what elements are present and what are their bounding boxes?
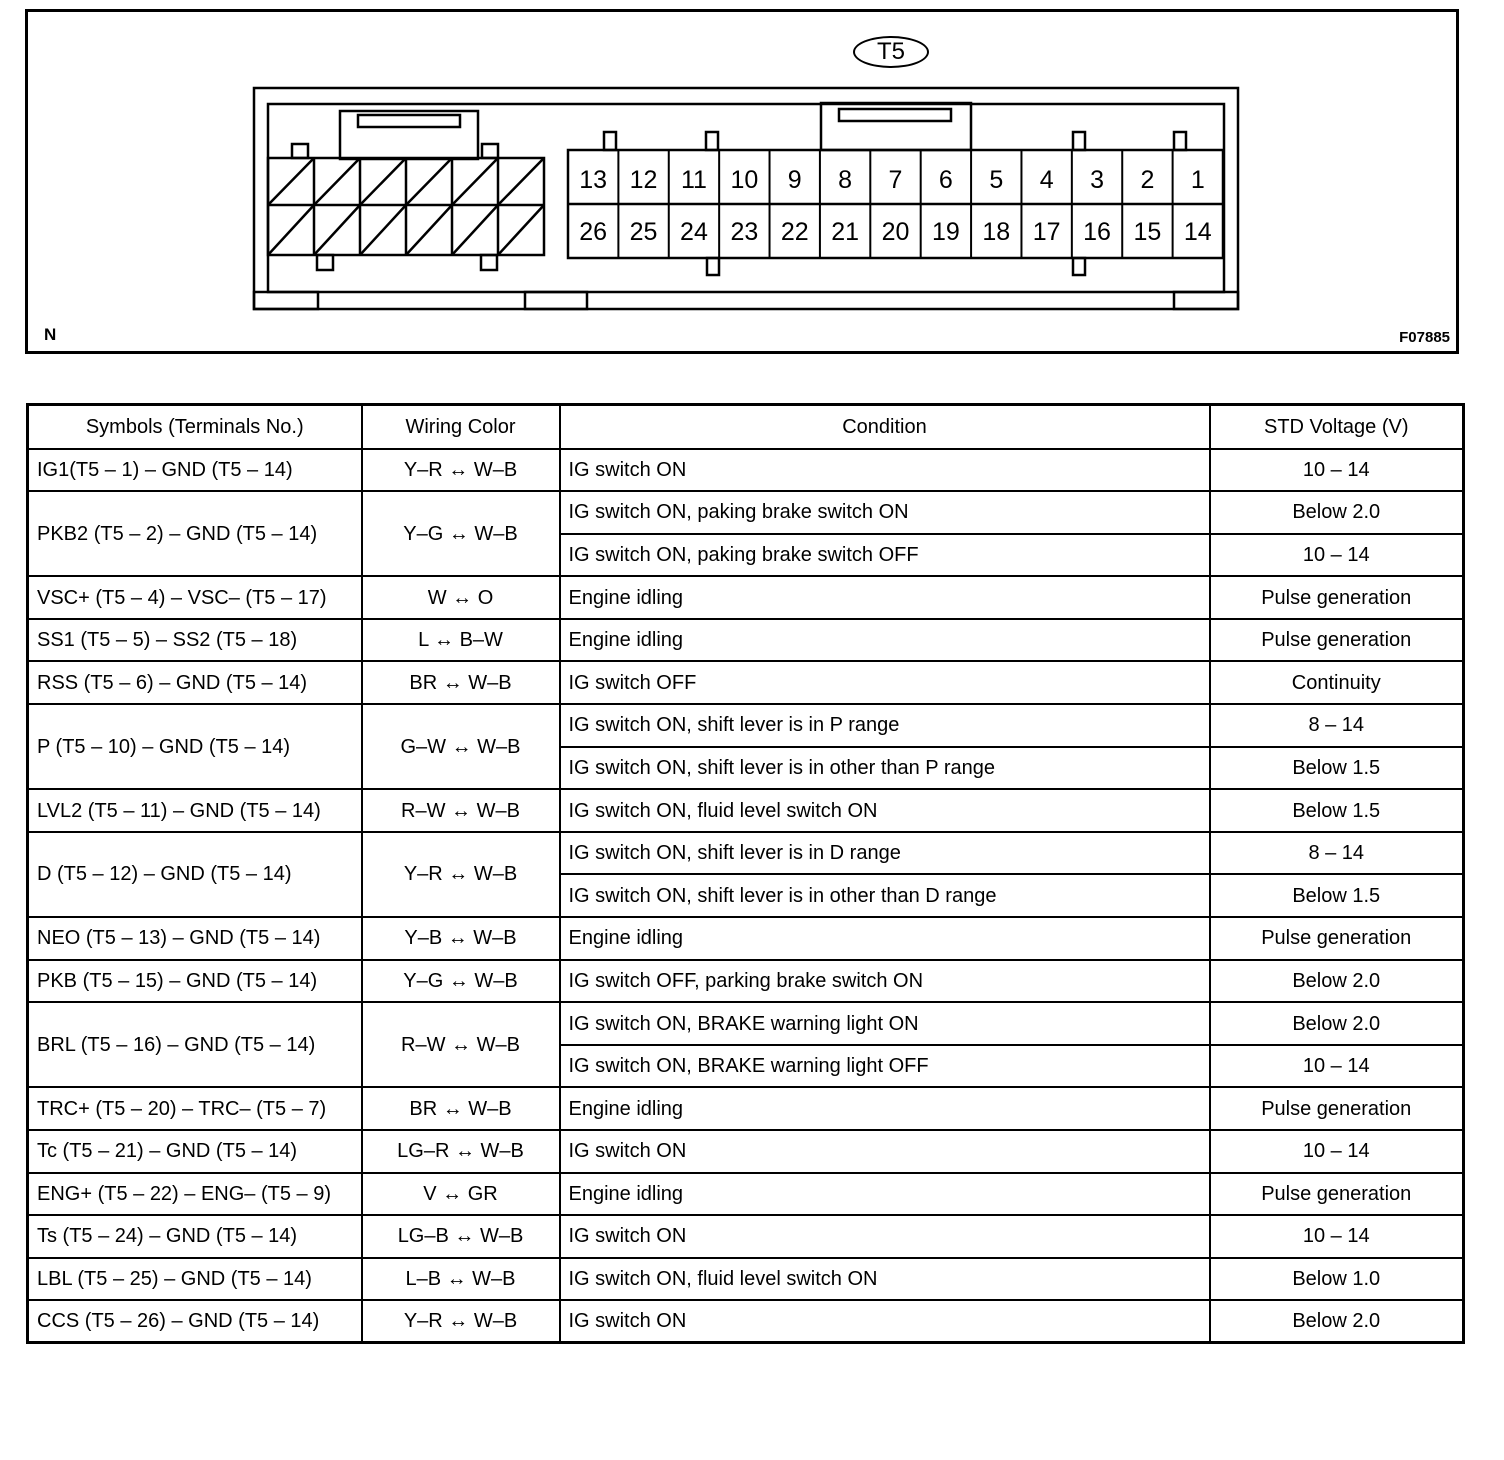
voltage-cell: 8 – 14 bbox=[1210, 832, 1464, 875]
condition-cell: IG switch ON, fluid level switch ON bbox=[560, 789, 1210, 832]
table-row bbox=[28, 576, 1464, 619]
symbol-cell: LVL2 (T5 – 11) – GND (T5 – 14) bbox=[28, 789, 362, 832]
table-row bbox=[28, 619, 1464, 662]
pin-5-label: 5 bbox=[989, 166, 1004, 194]
pin-24-label: 24 bbox=[680, 218, 708, 246]
pin-1-label: 1 bbox=[1190, 166, 1205, 194]
pin-18-label: 18 bbox=[982, 218, 1011, 246]
voltage-cell: Pulse generation bbox=[1210, 917, 1464, 960]
voltage-cell: 10 – 14 bbox=[1210, 534, 1464, 577]
table-row bbox=[28, 960, 1464, 1003]
pin-11-label: 11 bbox=[680, 166, 707, 194]
voltage-cell: Below 1.5 bbox=[1210, 747, 1464, 790]
pin-26-label: 26 bbox=[579, 218, 608, 246]
symbol-cell: IG1(T5 – 1) – GND (T5 – 14) bbox=[28, 449, 362, 492]
wiring-cell: V ↔ GR bbox=[362, 1173, 560, 1216]
condition-cell: IG switch OFF, parking brake switch ON bbox=[560, 960, 1210, 1003]
pin-17-label: 17 bbox=[1032, 218, 1061, 246]
voltage-cell: 10 – 14 bbox=[1210, 1130, 1464, 1173]
condition-cell: Engine idling bbox=[560, 1173, 1210, 1216]
voltage-cell: Pulse generation bbox=[1210, 619, 1464, 662]
condition-cell: IG switch ON, paking brake switch ON bbox=[560, 491, 1210, 534]
voltage-cell: 8 – 14 bbox=[1210, 704, 1464, 747]
condition-cell: IG switch ON, shift lever is in P range bbox=[560, 704, 1210, 747]
condition-cell: Engine idling bbox=[560, 917, 1210, 960]
voltage-cell: Pulse generation bbox=[1210, 1173, 1464, 1216]
condition-cell: IG switch ON, shift lever is in other than P range bbox=[560, 747, 1210, 790]
wiring-cell: Y–R ↔ W–B bbox=[362, 832, 560, 917]
pin-8-label: 8 bbox=[838, 166, 853, 194]
symbol-cell: TRC+ (T5 – 20) – TRC– (T5 – 7) bbox=[28, 1087, 362, 1130]
table-row bbox=[28, 1173, 1464, 1216]
table-row bbox=[28, 789, 1464, 832]
condition-cell: IG switch ON, paking brake switch OFF bbox=[560, 534, 1210, 577]
voltage-cell: Below 1.5 bbox=[1210, 874, 1464, 917]
lock-slot-left bbox=[358, 115, 460, 127]
condition-cell: Engine idling bbox=[560, 619, 1210, 662]
voltage-cell: Pulse generation bbox=[1210, 1087, 1464, 1130]
pin-6-label: 6 bbox=[938, 166, 953, 194]
voltage-cell: 10 – 14 bbox=[1210, 1215, 1464, 1258]
wiring-cell: G–W ↔ W–B bbox=[362, 704, 560, 789]
table-row bbox=[28, 1002, 1464, 1045]
condition-cell: IG switch ON bbox=[560, 1215, 1210, 1258]
symbol-cell: D (T5 – 12) – GND (T5 – 14) bbox=[28, 832, 362, 917]
wiring-cell: R–W ↔ W–B bbox=[362, 789, 560, 832]
condition-cell: IG switch ON, shift lever is in D range bbox=[560, 832, 1210, 875]
wiring-cell: LG–R ↔ W–B bbox=[362, 1130, 560, 1173]
connector-id-label: T5 bbox=[853, 36, 929, 68]
wiring-cell: BR ↔ W–B bbox=[362, 1087, 560, 1130]
pin-3-label: 3 bbox=[1090, 166, 1104, 194]
lock-tab-left bbox=[340, 111, 478, 159]
voltage-cell: Below 2.0 bbox=[1210, 1002, 1464, 1045]
symbol-cell: PKB2 (T5 – 2) – GND (T5 – 14) bbox=[28, 491, 362, 576]
table-row bbox=[28, 1300, 1464, 1343]
voltage-cell: 10 – 14 bbox=[1210, 449, 1464, 492]
pin-2-label: 2 bbox=[1140, 166, 1155, 194]
pin-20-label: 20 bbox=[881, 218, 910, 246]
pin-14-label: 14 bbox=[1183, 218, 1212, 246]
view-direction-label: N bbox=[44, 325, 57, 344]
condition-cell: IG switch ON, BRAKE warning light OFF bbox=[560, 1045, 1210, 1088]
table-row bbox=[28, 832, 1464, 875]
pin-7-label: 7 bbox=[888, 166, 903, 194]
pin-19-label: 19 bbox=[931, 218, 960, 246]
condition-cell: Engine idling bbox=[560, 1087, 1210, 1130]
wiring-cell: Y–R ↔ W–B bbox=[362, 449, 560, 492]
pin-15-label: 15 bbox=[1133, 218, 1162, 246]
wiring-cell: R–W ↔ W–B bbox=[362, 1002, 560, 1087]
symbol-cell: BRL (T5 – 16) – GND (T5 – 14) bbox=[28, 1002, 362, 1087]
housing-foot-middle bbox=[525, 292, 587, 309]
condition-cell: IG switch ON bbox=[560, 1300, 1210, 1343]
pin-25-label: 25 bbox=[629, 218, 658, 246]
symbol-cell: VSC+ (T5 – 4) – VSC– (T5 – 17) bbox=[28, 576, 362, 619]
table-row bbox=[28, 917, 1464, 960]
header-std-voltage: STD Voltage (V) bbox=[1210, 405, 1464, 449]
symbol-cell: CCS (T5 – 26) – GND (T5 – 14) bbox=[28, 1300, 362, 1343]
wiring-cell: BR ↔ W–B bbox=[362, 661, 560, 704]
voltage-cell: Below 2.0 bbox=[1210, 960, 1464, 1003]
symbol-cell: Ts (T5 – 24) – GND (T5 – 14) bbox=[28, 1215, 362, 1258]
condition-cell: Engine idling bbox=[560, 576, 1210, 619]
figure-code: F07885 bbox=[1399, 329, 1450, 346]
table-row bbox=[28, 1087, 1464, 1130]
wiring-cell: W ↔ O bbox=[362, 576, 560, 619]
housing-foot-right bbox=[1174, 292, 1238, 309]
voltage-cell: Below 1.0 bbox=[1210, 1258, 1464, 1301]
connector-drawing bbox=[28, 12, 1456, 351]
voltage-cell: Below 1.5 bbox=[1210, 789, 1464, 832]
wiring-cell: Y–R ↔ W–B bbox=[362, 1300, 560, 1343]
table-row bbox=[28, 1258, 1464, 1301]
symbol-cell: LBL (T5 – 25) – GND (T5 – 14) bbox=[28, 1258, 362, 1301]
pin-23-label: 23 bbox=[730, 218, 759, 246]
pin-13-label: 13 bbox=[579, 166, 608, 194]
housing-foot-left bbox=[254, 292, 318, 309]
condition-cell: IG switch ON bbox=[560, 449, 1210, 492]
wiring-cell: Y–G ↔ W–B bbox=[362, 491, 560, 576]
condition-cell: IG switch ON bbox=[560, 1130, 1210, 1173]
voltage-cell: Continuity bbox=[1210, 661, 1464, 704]
pin-16-label: 16 bbox=[1083, 218, 1111, 246]
table-row bbox=[28, 1130, 1464, 1173]
pin-9-label: 9 bbox=[787, 166, 802, 194]
wiring-cell: LG–B ↔ W–B bbox=[362, 1215, 560, 1258]
table-row bbox=[28, 1215, 1464, 1258]
symbol-cell: NEO (T5 – 13) – GND (T5 – 14) bbox=[28, 917, 362, 960]
pin-10-label: 10 bbox=[730, 166, 759, 194]
connector-housing bbox=[254, 88, 1238, 309]
header-wiring-color: Wiring Color bbox=[362, 405, 560, 449]
voltage-cell: Below 2.0 bbox=[1210, 491, 1464, 534]
header-condition: Condition bbox=[560, 405, 1210, 449]
wiring-cell: L ↔ B–W bbox=[362, 619, 560, 662]
voltage-cell: 10 – 14 bbox=[1210, 1045, 1464, 1088]
symbol-cell: SS1 (T5 – 5) – SS2 (T5 – 18) bbox=[28, 619, 362, 662]
pin-12-label: 12 bbox=[629, 166, 658, 194]
table-header-row bbox=[28, 405, 1464, 449]
pin-22-label: 22 bbox=[780, 218, 809, 246]
terminal-voltage-table bbox=[26, 403, 1465, 1344]
condition-cell: IG switch ON, BRAKE warning light ON bbox=[560, 1002, 1210, 1045]
table-row bbox=[28, 449, 1464, 492]
connector-diagram bbox=[25, 9, 1459, 354]
symbol-cell: Tc (T5 – 21) – GND (T5 – 14) bbox=[28, 1130, 362, 1173]
table-row bbox=[28, 661, 1464, 704]
wiring-cell: Y–G ↔ W–B bbox=[362, 960, 560, 1003]
pin-4-label: 4 bbox=[1039, 166, 1054, 194]
condition-cell: IG switch ON, shift lever is in other than D range bbox=[560, 874, 1210, 917]
voltage-cell: Pulse generation bbox=[1210, 576, 1464, 619]
symbol-cell: PKB (T5 – 15) – GND (T5 – 14) bbox=[28, 960, 362, 1003]
voltage-cell: Below 2.0 bbox=[1210, 1300, 1464, 1343]
pin-21-label: 21 bbox=[831, 218, 860, 246]
lock-slot-right bbox=[839, 109, 951, 121]
wiring-cell: Y–B ↔ W–B bbox=[362, 917, 560, 960]
symbol-cell: RSS (T5 – 6) – GND (T5 – 14) bbox=[28, 661, 362, 704]
table-row bbox=[28, 491, 1464, 534]
condition-cell: IG switch OFF bbox=[560, 661, 1210, 704]
symbol-cell: P (T5 – 10) – GND (T5 – 14) bbox=[28, 704, 362, 789]
wiring-cell: L–B ↔ W–B bbox=[362, 1258, 560, 1301]
condition-cell: IG switch ON, fluid level switch ON bbox=[560, 1258, 1210, 1301]
table-row bbox=[28, 704, 1464, 747]
header-symbols: Symbols (Terminals No.) bbox=[28, 405, 362, 449]
symbol-cell: ENG+ (T5 – 22) – ENG– (T5 – 9) bbox=[28, 1173, 362, 1216]
